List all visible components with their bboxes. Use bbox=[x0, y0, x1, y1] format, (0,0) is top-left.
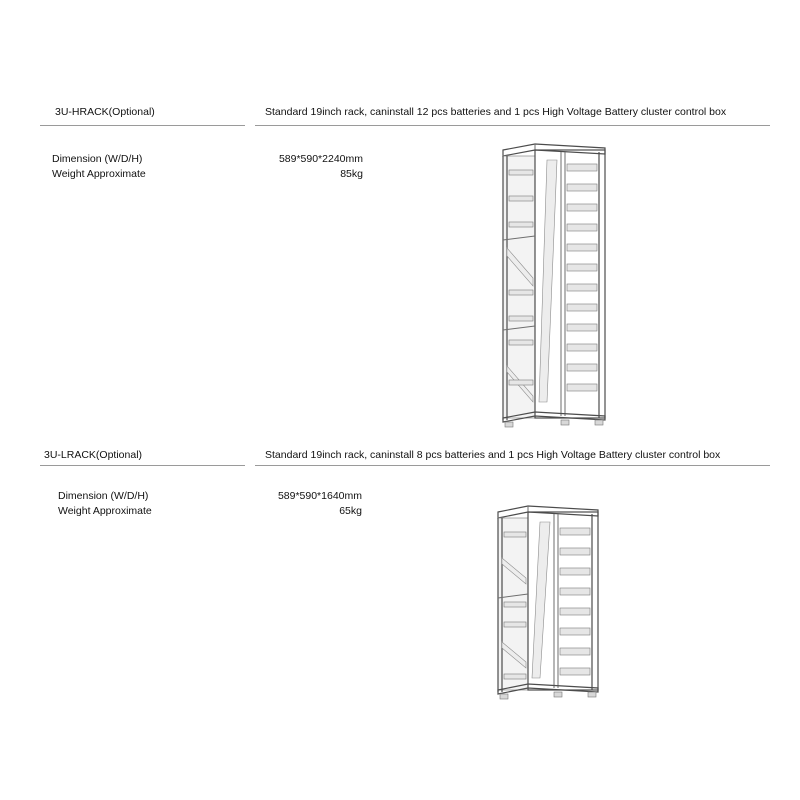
hrack-dimension-label: Dimension (W/D/H) bbox=[52, 153, 143, 165]
lrack-title: 3U-LRACK(Optional) bbox=[44, 449, 143, 461]
hrack-description: Standard 19inch rack, caninstall 12 pcs batteries and 1 pcs High Voltage Battery cluster control box bbox=[265, 106, 727, 118]
lrack-dimension-label: Dimension (W/D/H) bbox=[58, 490, 149, 502]
hrack-divider-right bbox=[255, 125, 770, 126]
tall-battery-rack-illustration bbox=[495, 140, 615, 430]
lrack-dimension-value: 589*590*1640mm bbox=[277, 490, 362, 502]
lrack-divider-right bbox=[255, 465, 770, 466]
hrack-divider-left bbox=[40, 125, 245, 126]
lrack-weight-value: 65kg bbox=[339, 505, 362, 517]
hrack-title: 3U-HRACK(Optional) bbox=[55, 106, 155, 118]
lrack-weight-label: Weight Approximate bbox=[58, 505, 152, 517]
hrack-weight-label: Weight Approximate bbox=[52, 168, 146, 180]
hrack-dimension-value: 589*590*2240mm bbox=[278, 153, 363, 165]
lrack-description: Standard 19inch rack, caninstall 8 pcs batteries and 1 pcs High Voltage Battery cluster control box bbox=[265, 449, 721, 461]
short-battery-rack-illustration bbox=[492, 502, 607, 707]
hrack-weight-value: 85kg bbox=[340, 168, 363, 180]
lrack-divider-left bbox=[40, 465, 245, 466]
